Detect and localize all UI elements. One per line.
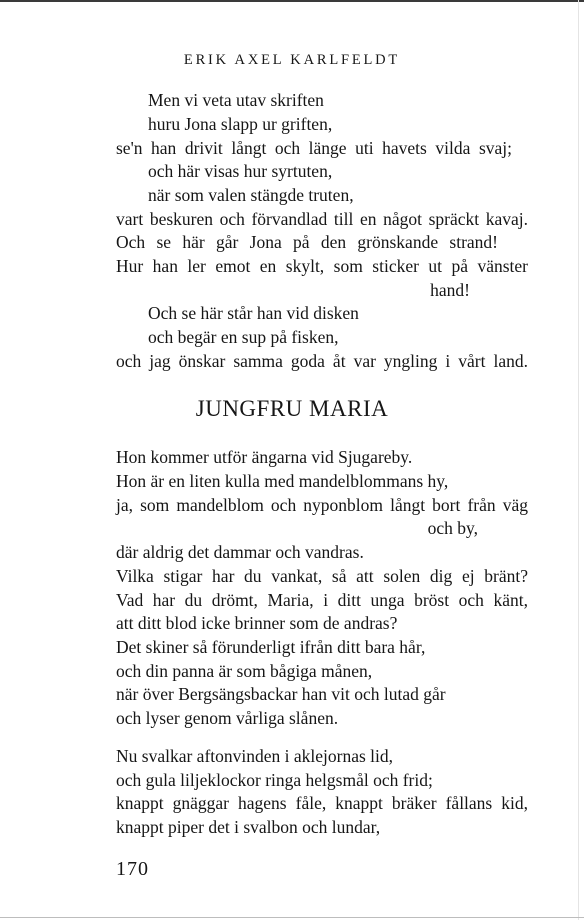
stanza-3-line-1: Nu svalkar aftonvinden i aklejornas lid,	[116, 746, 394, 766]
running-head: ERIK AXEL KARLFELDT	[183, 52, 401, 68]
stanza-2-line-3: ja, som mandelblom och nyponblom långt bort från väg	[116, 495, 528, 515]
stanza-2-line-10: när över Bergsängsbackar han vit och lutad går	[116, 684, 446, 704]
stanza-2-line-7: att ditt blod icke brinner som de andras?	[116, 613, 398, 633]
stanza-2-line-5: Vilka stigar har du vankat, så att solen dig ej bränt?	[116, 566, 528, 586]
stanza-2-line-11: och lyser genom vårliga slånen.	[116, 708, 339, 728]
stanza-1-line-6: vart beskuren och förvandlad till en något spräckt kavaj.	[116, 209, 528, 229]
stanza-2-line-1: Hon kommer utför ängarna vid Sjugareby.	[116, 447, 413, 467]
stanza-3-line-3: knappt gnäggar hagens fåle, knappt bräker fållans kid,	[116, 793, 528, 813]
stanza-1-line-5: när som valen stängde truten,	[148, 185, 354, 205]
top-border-rule	[0, 0, 584, 2]
stanza-2-line-8: Det skiner så förunderligt ifrån ditt bara hår,	[116, 637, 426, 657]
stanza-1-line-10: och begär en sup på fisken,	[148, 327, 339, 347]
stanza-2-line-4: där aldrig det dammar och vandras.	[116, 542, 364, 562]
page-number: 170	[116, 858, 149, 880]
stanza-1-line-8-turnover: hand!	[430, 280, 470, 300]
stanza-1-line-1: Men vi veta utav skriften	[148, 90, 324, 110]
stanza-2-line-3-turnover: och by,	[427, 518, 478, 538]
stanza-3-line-2: och gula liljeklockor ringa helgsmål och frid;	[116, 770, 433, 790]
stanza-1-line-11: och jag önskar samma goda åt var yngling i vårt land.	[116, 351, 528, 371]
poem-title: JUNGFRU MARIA	[195, 396, 389, 421]
stanza-1-line-3: se'n han drivit långt och länge uti havets vilda svaj;	[116, 138, 512, 158]
stanza-1-line-4: och här visas hur syrtuten,	[148, 161, 333, 181]
right-edge-rule	[578, 0, 579, 920]
stanza-1-line-7: Och se här går Jona på den grönskande strand!	[116, 232, 498, 252]
stanza-3-line-4: knappt piper det i svalbon och lundar,	[116, 817, 381, 837]
stanza-2-line-6: Vad har du drömt, Maria, i ditt unga bröst och känt,	[116, 590, 528, 610]
stanza-1-line-8: Hur han ler emot en skylt, som sticker ut på vänster	[116, 256, 528, 276]
stanza-2-line-2: Hon är en liten kulla med mandelblommans hy,	[116, 471, 449, 491]
stanza-1-line-9: Och se här står han vid disken	[148, 303, 359, 323]
bottom-border-rule	[0, 917, 584, 918]
stanza-2-line-9: och din panna är som bågiga månen,	[116, 661, 373, 681]
stanza-1-line-2: huru Jona slapp ur griften,	[148, 114, 333, 134]
